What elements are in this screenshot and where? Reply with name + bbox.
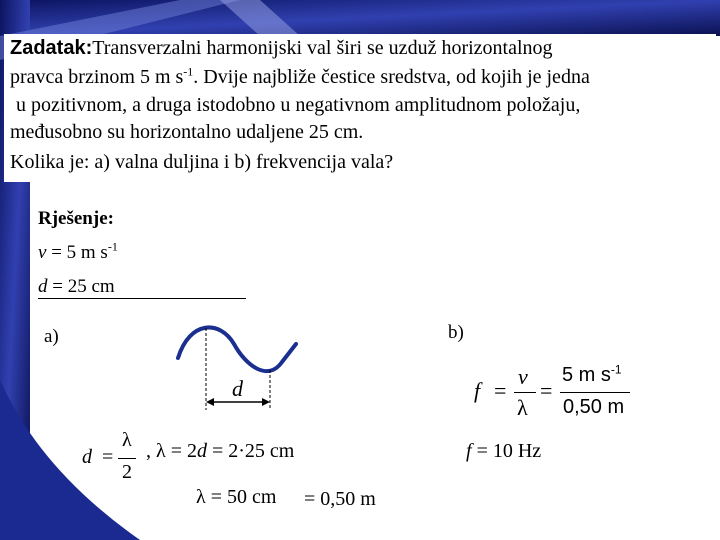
task-line-1: Transverzalni harmonijski val širi se uzduž horizontalnog: [92, 37, 553, 59]
task-line-2-sup: -1: [183, 64, 194, 79]
result-lambda-m: = 0,50 m: [304, 488, 376, 510]
result-f-value: = 10 Hz: [471, 440, 542, 462]
wave-curve: [178, 327, 296, 371]
result-f-symbol: f: [466, 440, 472, 462]
given-v-value: = 5 m s: [46, 242, 108, 263]
formula-d-denominator: 2: [122, 461, 132, 483]
formula-f-symbol: f: [474, 378, 481, 403]
task-line-2a: pravca brzinom 5 m s: [10, 66, 184, 88]
task-line-5: Kolika je: a) valna duljina i b) frekvencija vala?: [10, 151, 394, 173]
wave-d-label: d: [232, 376, 243, 401]
result-lambda-cm: λ = 50 cm: [196, 486, 277, 508]
formula-f-num-value: 5 m s: [562, 364, 611, 386]
formula-d-fraction-bar: [118, 458, 136, 459]
givens-underline: [38, 298, 246, 299]
step1-text: , λ = 2: [146, 440, 197, 462]
part-b-label: b): [448, 322, 464, 343]
solution-givens: [32, 204, 246, 300]
task-label: Zadatak:: [10, 37, 93, 59]
formula-d-numerator: λ: [122, 429, 132, 451]
step1-d: d: [196, 440, 207, 462]
given-d-symbol: d: [38, 276, 48, 297]
formula-f-bar-1: [514, 392, 536, 393]
task-line-4: međusobno su horizontalno udaljene 25 cm.: [10, 121, 364, 143]
step1-rest: = 2·25 cm: [206, 440, 295, 462]
task-line-2b: . Dvije najbliže čestice sredstva, od kojih je jedna: [193, 66, 590, 88]
part-a-label: a): [44, 326, 59, 347]
given-d-value: = 25 cm: [47, 276, 115, 297]
task-text-box: [4, 34, 716, 182]
formula-f-num-v: v: [518, 364, 528, 389]
formula-f-den-lambda: λ: [517, 395, 528, 420]
formula-d-lhs: d: [82, 446, 92, 468]
formula-f-bar-2: [560, 392, 630, 393]
task-line-3: u pozitivnom, a druga istodobno u negativnom amplitudnom položaju,: [16, 94, 581, 116]
solution-title: Rješenje:: [38, 208, 114, 229]
given-v-sup: -1: [107, 239, 118, 254]
formula-f-den-value: 0,50 m: [563, 396, 625, 418]
given-v-symbol: v: [38, 242, 47, 263]
formula-f-num-sup: -1: [610, 362, 622, 377]
wave-diagram: [170, 318, 310, 418]
